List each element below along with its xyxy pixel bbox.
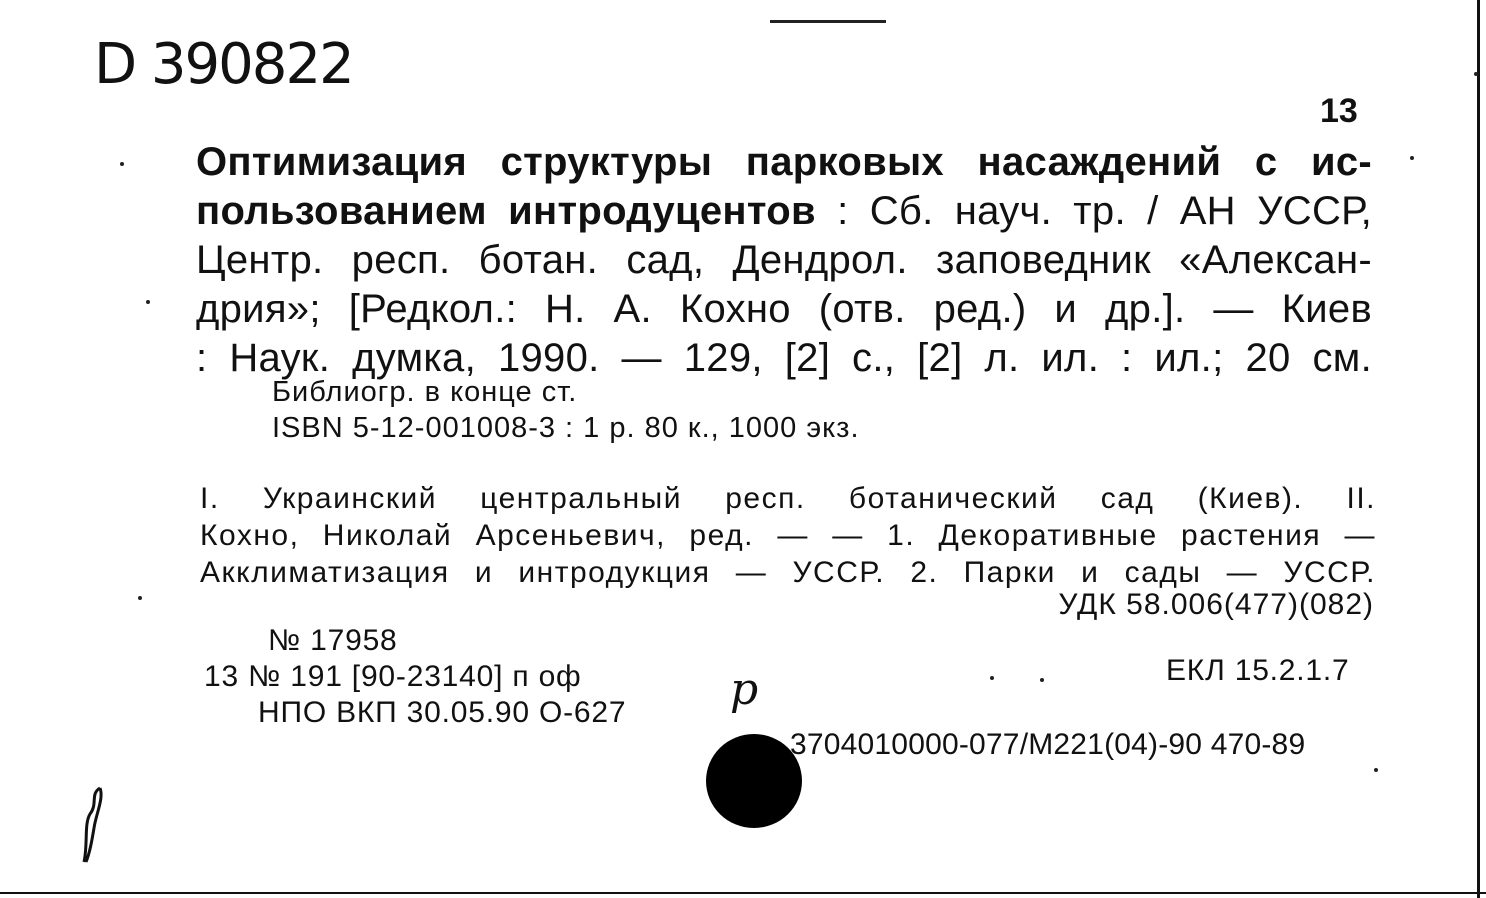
isbn-note: ISBN 5-12-001008-3 : 1 р. 80 к., 1000 экз. <box>272 412 860 444</box>
entry-line-3: Центр. респ. ботан. сад, Дендрол. заповедник «Алексан- <box>196 238 1372 282</box>
subject-line-3: Акклиматизация и интродукция — УССР. 2. Парки и сады — УССР. <box>200 556 1376 589</box>
subject-line-2: Кохно, Николай Арсеньевич, ред. — — 1. Декоративные растения — <box>200 519 1376 552</box>
title-line-1: Оптимизация структуры парковых насаждений с ис- <box>196 140 1372 184</box>
card-bottom-edge <box>0 892 1486 894</box>
pencil-stroke <box>78 784 108 866</box>
speck <box>146 300 150 304</box>
speck <box>120 162 124 166</box>
entry-line-5: : Наук. думка, 1990. — 129, [2] с., [2] л. ил. : ил.; 20 см. <box>196 336 1372 380</box>
speck <box>1474 72 1478 76</box>
speck <box>138 596 142 600</box>
bibliography-note: Библиогр. в конце ст. <box>272 376 578 408</box>
ink-blot <box>706 734 802 828</box>
subject-headings <box>200 480 1376 591</box>
subject-line-1: I. Украинский центральный респ. ботанический сад (Киев). II. <box>200 482 1376 515</box>
record-number: № 17958 <box>268 624 398 657</box>
classification-code: 3704010000-077/М221(04)-90 470-89 <box>790 728 1306 761</box>
udk-code: УДК 58.006(477)(082) <box>1058 588 1374 621</box>
entry-line-4: дрия»; [Редкол.: Н. А. Кохно (отв. ред.) и др.]. — Киев <box>196 287 1372 331</box>
speck <box>1040 678 1044 682</box>
speck <box>1374 768 1378 772</box>
card-right-edge <box>1477 0 1480 898</box>
title-line-2 <box>196 187 1372 236</box>
speck <box>1410 156 1414 160</box>
title-line-2-rest: : Сб. науч. тр. / АН УССР, <box>815 189 1372 233</box>
speck <box>990 676 994 680</box>
card-number: D 390822 <box>94 32 353 97</box>
order-line: 13 № 191 [90-23140] п оф <box>204 660 582 693</box>
top-dash-mark <box>770 20 886 23</box>
npo-line: НПО ВКП 30.05.90 О-627 <box>258 696 627 729</box>
handwritten-mark: р <box>730 664 759 715</box>
title-line-2-bold: пользованием интродуцентов <box>196 189 816 233</box>
bibliographic-entry <box>196 138 1372 383</box>
page-number: 13 <box>1320 92 1358 130</box>
ekl-code: ЕКЛ 15.2.1.7 <box>1166 654 1350 687</box>
